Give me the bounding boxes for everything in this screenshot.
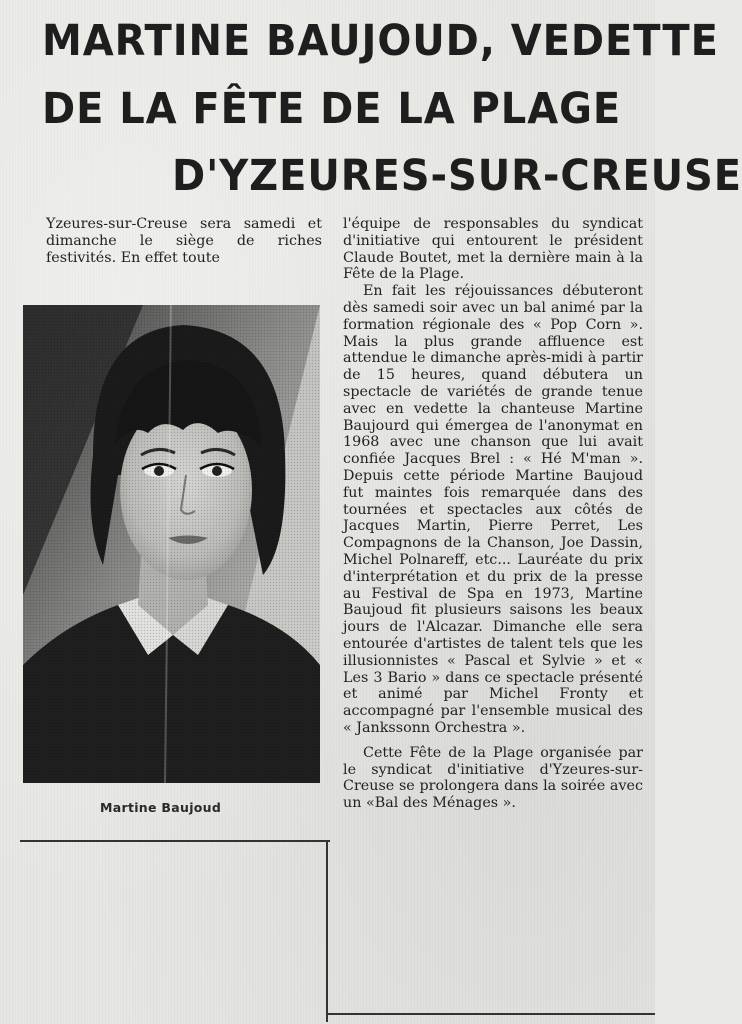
portrait-illustration xyxy=(23,305,320,783)
headline-line-3: D'YZEURES-SUR-CREUSE xyxy=(172,151,742,201)
headline-line-1: MARTINE BAUJOUD, VEDETTE xyxy=(42,16,719,66)
article-body xyxy=(343,216,643,812)
body-paragraph-2: En fait les réjouissances débuteront dès samedi soir avec un bal animé par la formation régionale des « Pop Corn ». Mais la plus grande affluence est attendue le dimanche après-midi à partir de 15 heures, quand débutera un spectacle de variétés de grande tenue avec en vedette la chanteuse Martine Baujourd qui émergea de l'anonymat en 1968 avec une chanson que lui avait confiée Jacques Brel : « Hé M'man ». Depuis cette période Martine Baujoud fut maintes fois remarquée dans des tournées et spectacles aux côtés de Jacques Martin, Pierre Perret, Les Compagnons de la Chanson, Joe Dassin, Michel Polnareff, etc... Lauréate du prix d'interprétation et du prix de la presse au Festival de Spa en 1973, Martine Baujoud fit plusieurs saisons les beaux jours de l'Alcazar. Dimanche elle sera entourée d'artistes de talent tels que les illusionnistes « Pascal et Sylvie » et « Les 3 Bario » dans ce spectacle présenté et animé par Michel Fronty et accompagné par l'ensemble musical des « Jankssonn Orchestra ». xyxy=(343,283,643,736)
photo-caption: Martine Baujoud xyxy=(100,800,222,815)
divider-bottom xyxy=(326,1013,655,1015)
divider-left xyxy=(20,840,330,842)
headline-line-2: DE LA FÊTE DE LA PLAGE xyxy=(42,84,622,134)
body-paragraph-3: Cette Fête de la Plage organisée par le syndicat d'initiative d'Yzeures-sur-Creuse se prolongera dans la soirée avec un «Bal des Ménages ». xyxy=(343,744,643,812)
intro-paragraph: Yzeures-sur-Creuse sera samedi et dimanche le siège de riches festivités. En effet toute xyxy=(46,216,322,266)
body-paragraph-1: l'équipe de responsables du syndicat d'initiative qui entourent le président Claude Boutet, met la dernière main à la Fête de la Plage. xyxy=(343,216,643,283)
portrait-photo xyxy=(23,305,320,783)
divider-vertical xyxy=(326,840,328,1022)
